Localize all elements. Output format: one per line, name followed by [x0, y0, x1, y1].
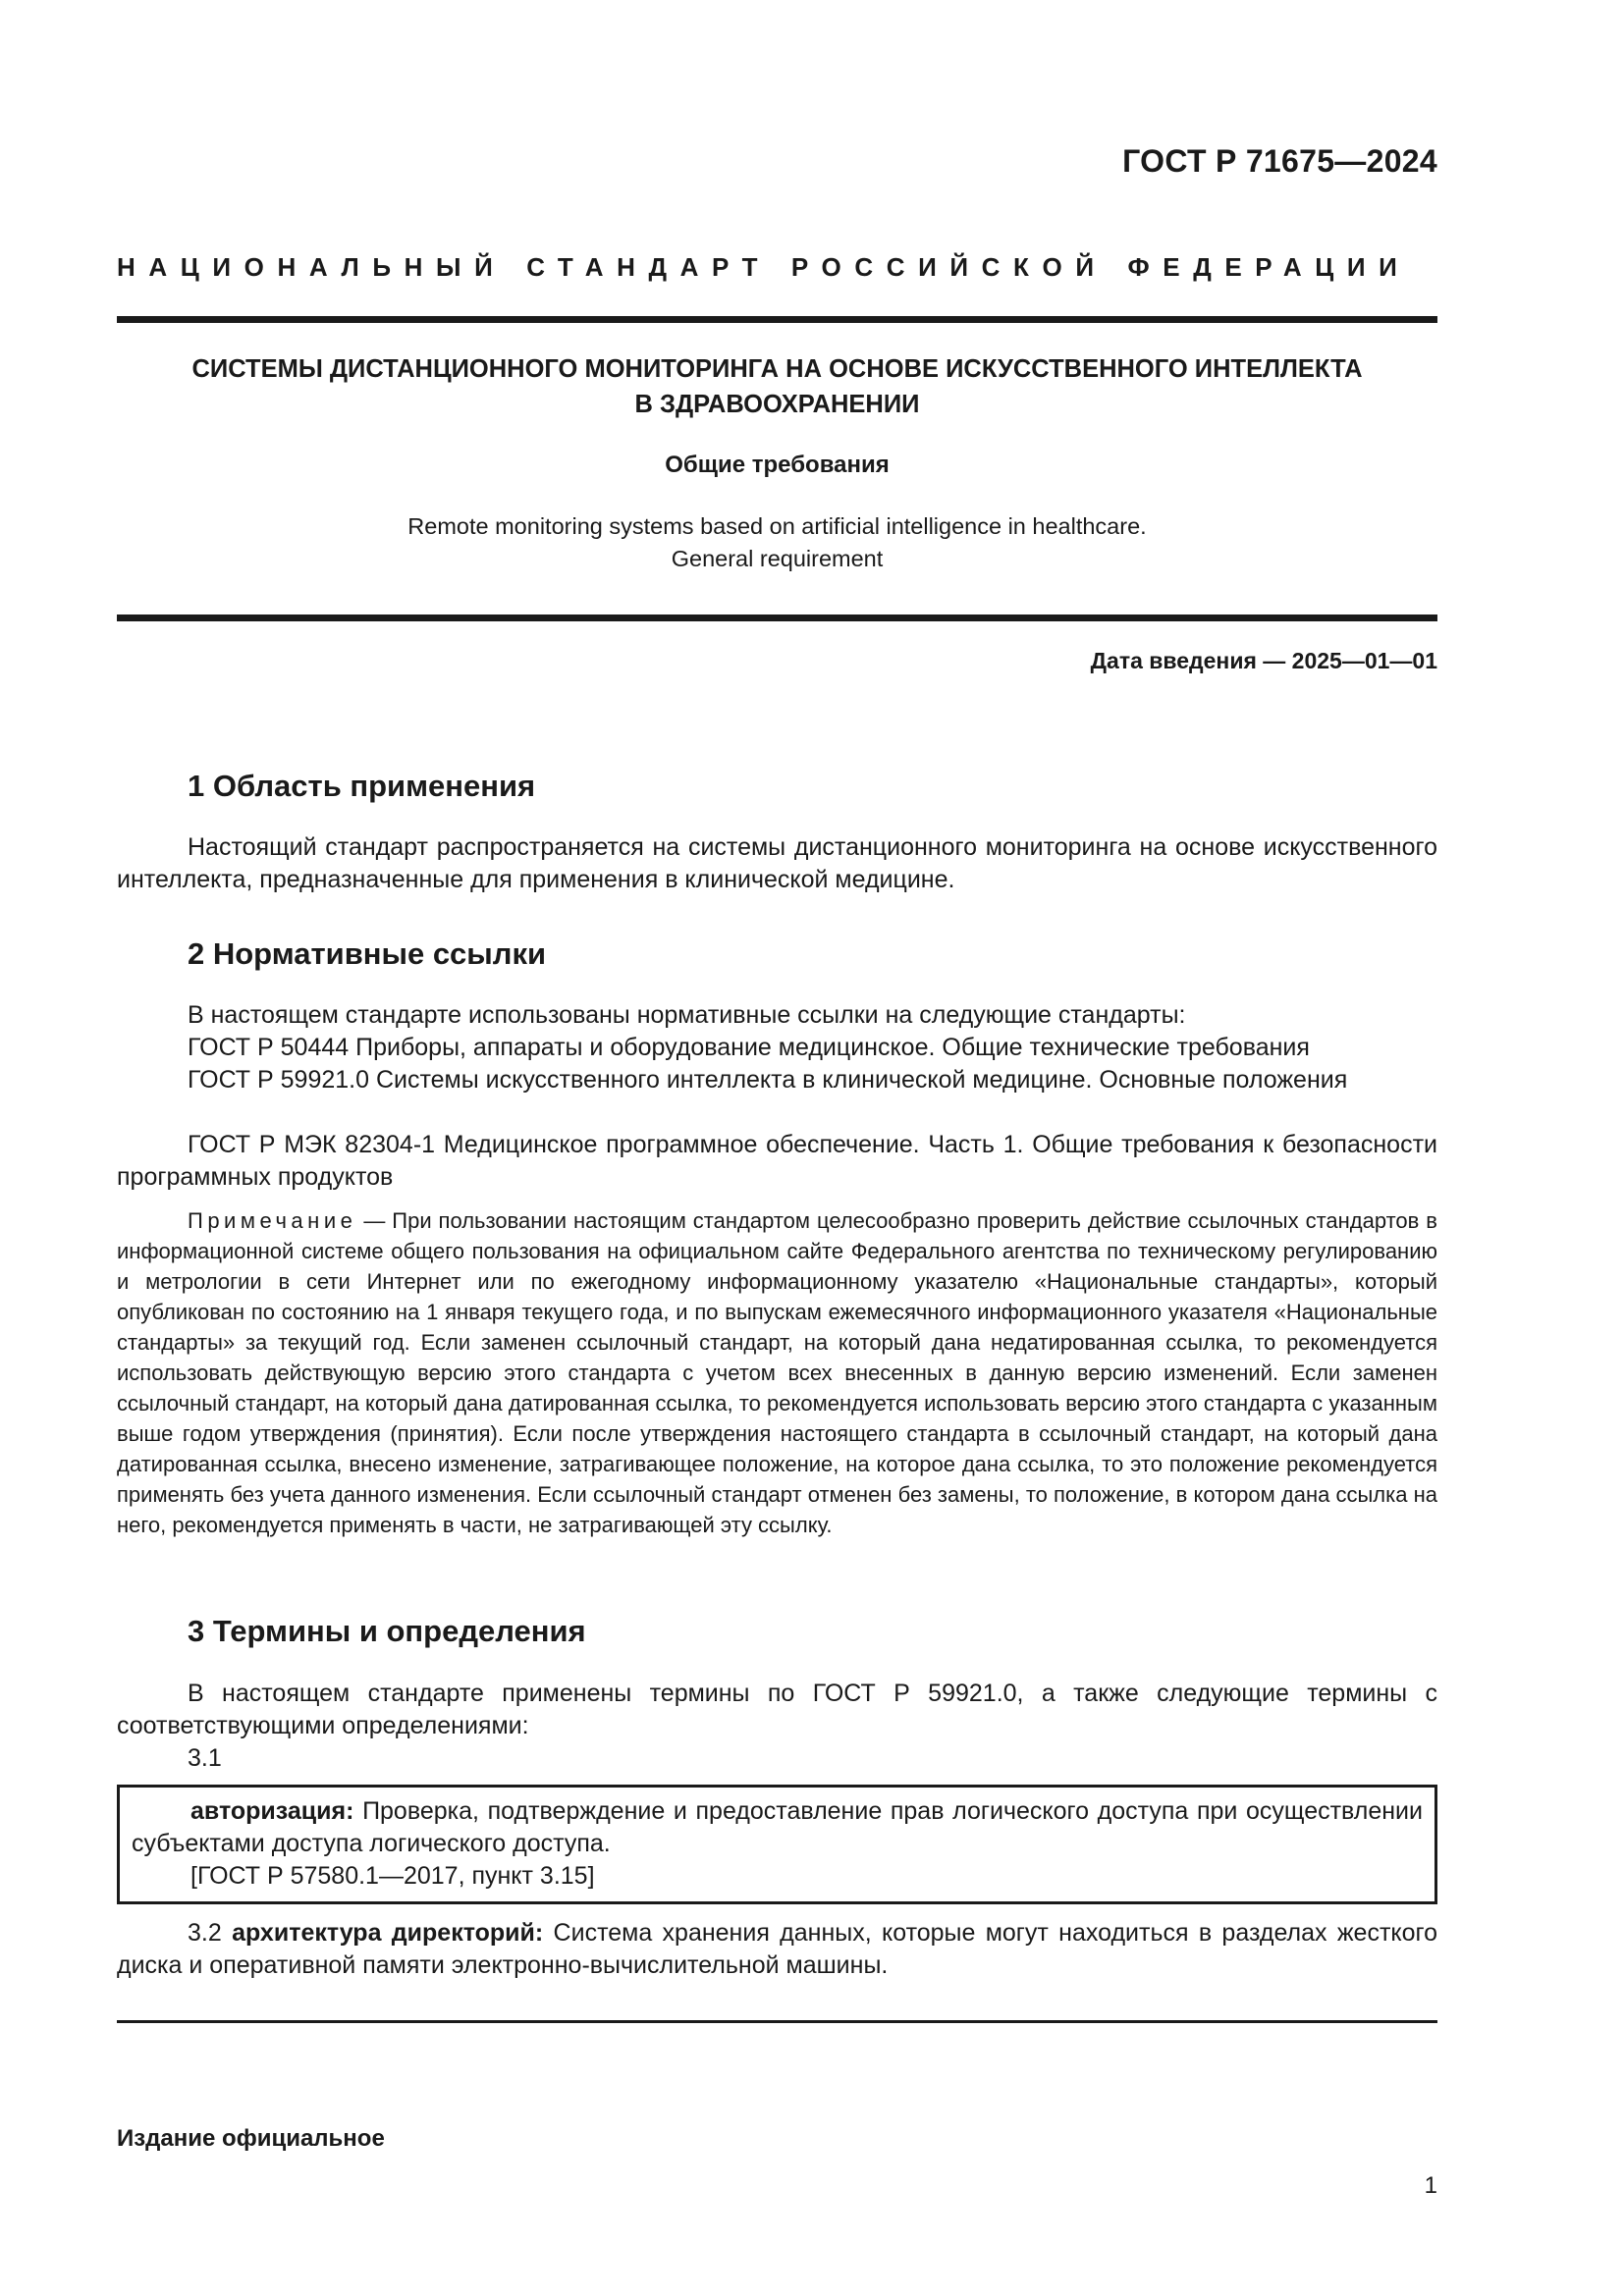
document-title-ru: [117, 351, 1437, 422]
edition-label: Издание официальное: [117, 2125, 385, 2152]
section-3-intro: В настоящем стандарте применены термины по ГОСТ Р 59921.0, а также следующие термины с соответствующими определениями:: [117, 1680, 1437, 1739]
note-label: Примечание: [188, 1208, 357, 1233]
title-en-line-1: Remote monitoring systems based on artificial intelligence in healthcare.: [407, 513, 1147, 539]
title-ru-line-2: В ЗДРАВООХРАНЕНИИ: [634, 391, 920, 418]
term-1-number: 3.1: [188, 1744, 222, 1772]
top-rule: [117, 316, 1437, 323]
introduction-date: Дата введения — 2025—01—01: [1090, 648, 1437, 673]
document-code: ГОСТ Р 71675—2024: [1122, 143, 1437, 179]
page-number: 1: [1424, 2172, 1437, 2199]
document-subtitle: Общие требования: [665, 452, 890, 478]
normative-ref-2: ГОСТ Р 59921.0 Системы искусственного интеллекта в клинической медицине. Основные положения: [188, 1066, 1348, 1094]
term-1-box: [117, 1785, 1437, 1904]
normative-ref-3: ГОСТ Р МЭК 82304-1 Медицинское программное обеспечение. Часть 1. Общие требования к безопасности программных продуктов: [117, 1131, 1437, 1191]
term-2-number: 3.2: [188, 1919, 222, 1947]
document-page: [117, 0, 1437, 2296]
national-standard-banner: НАЦИОНАЛЬНЫЙ СТАНДАРТ РОССИЙСКОЙ ФЕДЕРАЦИИ: [117, 252, 1411, 282]
term-1-text: Проверка, подтверждение и предоставление прав логического доступа при осуществлении субъектами доступа логического доступа.: [132, 1797, 1423, 1857]
term-1-name: авторизация:: [190, 1797, 354, 1825]
note-text: — При пользовании настоящим стандартом целесообразно проверить действие ссылочных стандартов в информационной системе общего пользования на официальном сайте Федерального агентства по техническому регулированию и метрологии в сети Интернет или по ежегодному информационному указателю «Национальные стандарты», который опубликован по состоянию на 1 января текущего года, и по выпускам ежемесячного информационного указателя «Национальные стандарты» за текущий год. Если заменен ссылочный стандарт, на который дана недатированная ссылка, то рекомендуется использовать действующую версию этого стандарта с учетом всех внесенных в данную версию изменений. Если заменен ссылочный стандарт, на который дана датированная ссылка, то рекомендуется использовать версию этого стандарта с указанным выше годом утверждения (принятия). Если после утверждения настоящего стандарта в ссылочный стандарт, на который дана датированная ссылка, внесено изменение, затрагивающее положение, на которое дана ссылка, то это положение рекомендуется применять без учета данного изменения. Если ссылочный стандарт отменен без замены, то положение, в котором дана ссылка на него, рекомендуется применять в части, не затрагивающей эту ссылку.: [117, 1208, 1437, 1537]
section-1-text: Настоящий стандарт распространяется на системы дистанционного мониторинга на основе искусственного интеллекта, предназначенные для применения в клинической медицине.: [117, 833, 1437, 893]
title-ru-line-1: СИСТЕМЫ ДИСТАНЦИОННОГО МОНИТОРИНГА НА ОСНОВЕ ИСКУССТВЕННОГО ИНТЕЛЛЕКТА: [191, 355, 1363, 383]
section-3-heading: 3 Термины и определения: [188, 1614, 586, 1648]
section-1-heading: 1 Область применения: [188, 769, 536, 803]
term-2: [117, 1917, 1437, 1982]
normative-ref-1: ГОСТ Р 50444 Приборы, аппараты и оборудование медицинское. Общие технические требования: [188, 1034, 1310, 1061]
title-en-line-2: General requirement: [671, 546, 884, 571]
section-2-intro: В настоящем стандарте использованы нормативные ссылки на следующие стандарты:: [188, 1001, 1186, 1029]
document-title-en: [117, 510, 1437, 575]
footer-rule: [117, 2020, 1437, 2023]
normative-note: [117, 1205, 1437, 1540]
term-2-name: архитектура директорий:: [232, 1919, 544, 1947]
title-bottom-rule: [117, 614, 1437, 621]
term-1-definition: [132, 1795, 1423, 1860]
term-1-source: [ГОСТ Р 57580.1—2017, пункт 3.15]: [190, 1862, 595, 1890]
term-2-text: Система хранения данных, которые могут находиться в разделах жесткого диска и оперативной памяти электронно-вычислительной машины.: [117, 1919, 1437, 1979]
section-2-heading: 2 Нормативные ссылки: [188, 936, 547, 971]
